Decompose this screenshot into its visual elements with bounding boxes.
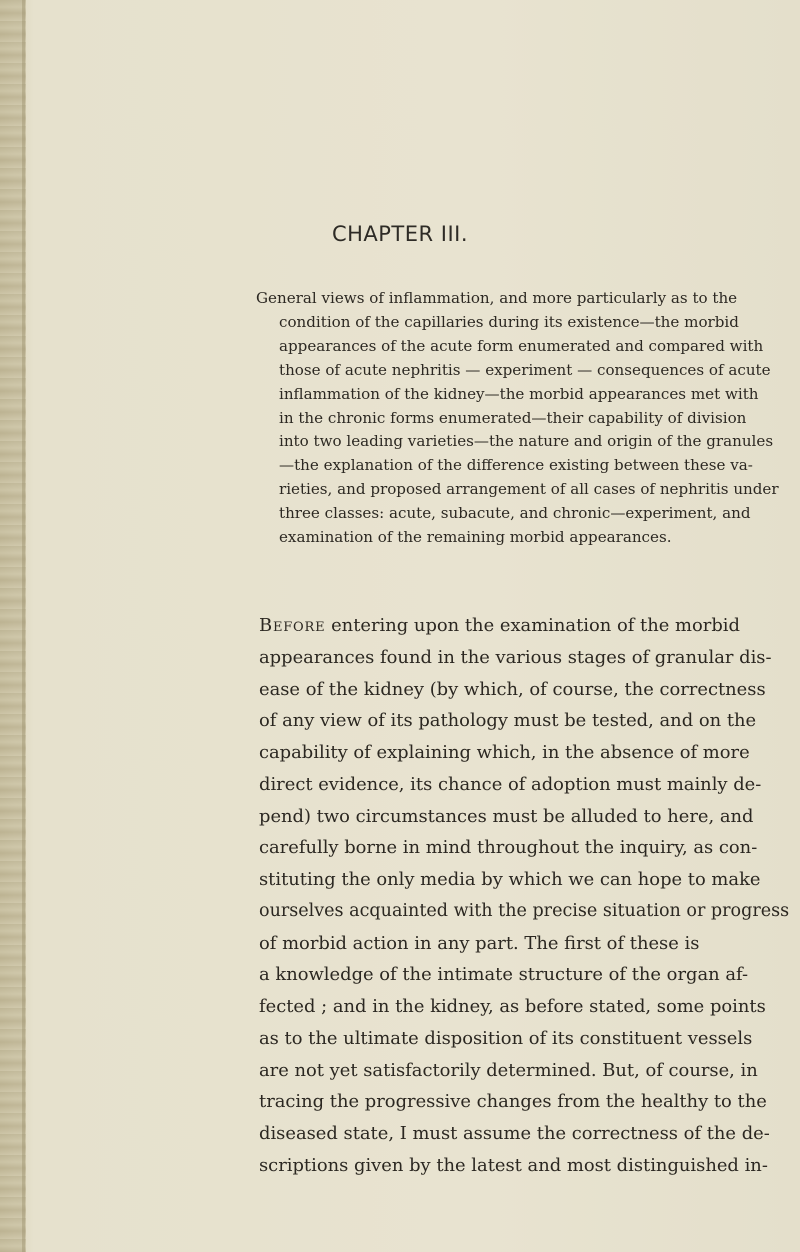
summary-line: —the explanation of the difference existing between these va- bbox=[279, 456, 753, 475]
body-line: diseased state, I must assume the correctness of the de- bbox=[259, 1123, 770, 1144]
body-line: a knowledge of the intimate structure of the organ af- bbox=[259, 964, 749, 986]
page-gutter-edge bbox=[22, 0, 25, 1252]
body-line: capability of explaining which, in the absence of more bbox=[259, 742, 750, 763]
summary-line: rieties, and proposed arrangement of all cases of nephritis under bbox=[279, 480, 779, 499]
body-line: of any view of its pathology must be tested, and on the bbox=[259, 710, 757, 732]
body-line: of morbid action in any part. The first of these is bbox=[259, 932, 700, 954]
body-line: appearances found in the various stages of granular dis- bbox=[259, 646, 772, 668]
body-line: are not yet satisfactorily determined. But, of course, in bbox=[259, 1059, 758, 1081]
body-line: ourselves acquainted with the precise situation or progress bbox=[259, 900, 790, 921]
body-line: pend) two circumstances must be alluded to here, and bbox=[259, 805, 754, 827]
body-line: stituting the only media by which we can hope to make bbox=[259, 869, 761, 890]
body-line: scriptions given by the latest and most distinguished in- bbox=[259, 1154, 768, 1176]
body-first-line bbox=[259, 610, 792, 642]
body-paragraph bbox=[259, 610, 792, 1182]
first-line-text: entering upon the examination of the morbid bbox=[325, 615, 740, 636]
summary-line: into two leading varieties—the nature and origin of the granules bbox=[279, 432, 774, 451]
body-line: tracing the progressive changes from the healthy to the bbox=[259, 1091, 767, 1113]
summary-line: those of acute nephritis — experiment — consequences of acute bbox=[279, 360, 771, 379]
summary-line: examination of the remaining morbid appearances. bbox=[279, 528, 672, 547]
chapter-summary bbox=[256, 287, 788, 550]
body-line: as to the ultimate disposition of its constituent vessels bbox=[259, 1027, 753, 1049]
chapter-title: CHAPTER III. bbox=[331, 222, 469, 246]
drop-word: Before bbox=[259, 615, 326, 636]
body-line: direct evidence, its chance of adoption must mainly de- bbox=[259, 773, 762, 795]
summary-line: inflammation of the kidney—the morbid appearances met with bbox=[279, 384, 759, 403]
summary-line: three classes: acute, subacute, and chronic—experiment, and bbox=[279, 504, 751, 523]
summary-line: General views of inflammation, and more particularly as to the bbox=[256, 289, 738, 307]
summary-line: condition of the capillaries during its existence—the morbid bbox=[279, 312, 739, 331]
summary-line: in the chronic forms enumerated—their capability of division bbox=[279, 408, 747, 427]
body-line: ease of the kidney (by which, of course, the correctness bbox=[259, 678, 766, 700]
body-line: fected ; and in the kidney, as before stated, some points bbox=[259, 996, 766, 1017]
summary-line: appearances of the acute form enumerated and compared with bbox=[279, 336, 764, 355]
body-line: carefully borne in mind throughout the inquiry, as con- bbox=[259, 837, 758, 859]
